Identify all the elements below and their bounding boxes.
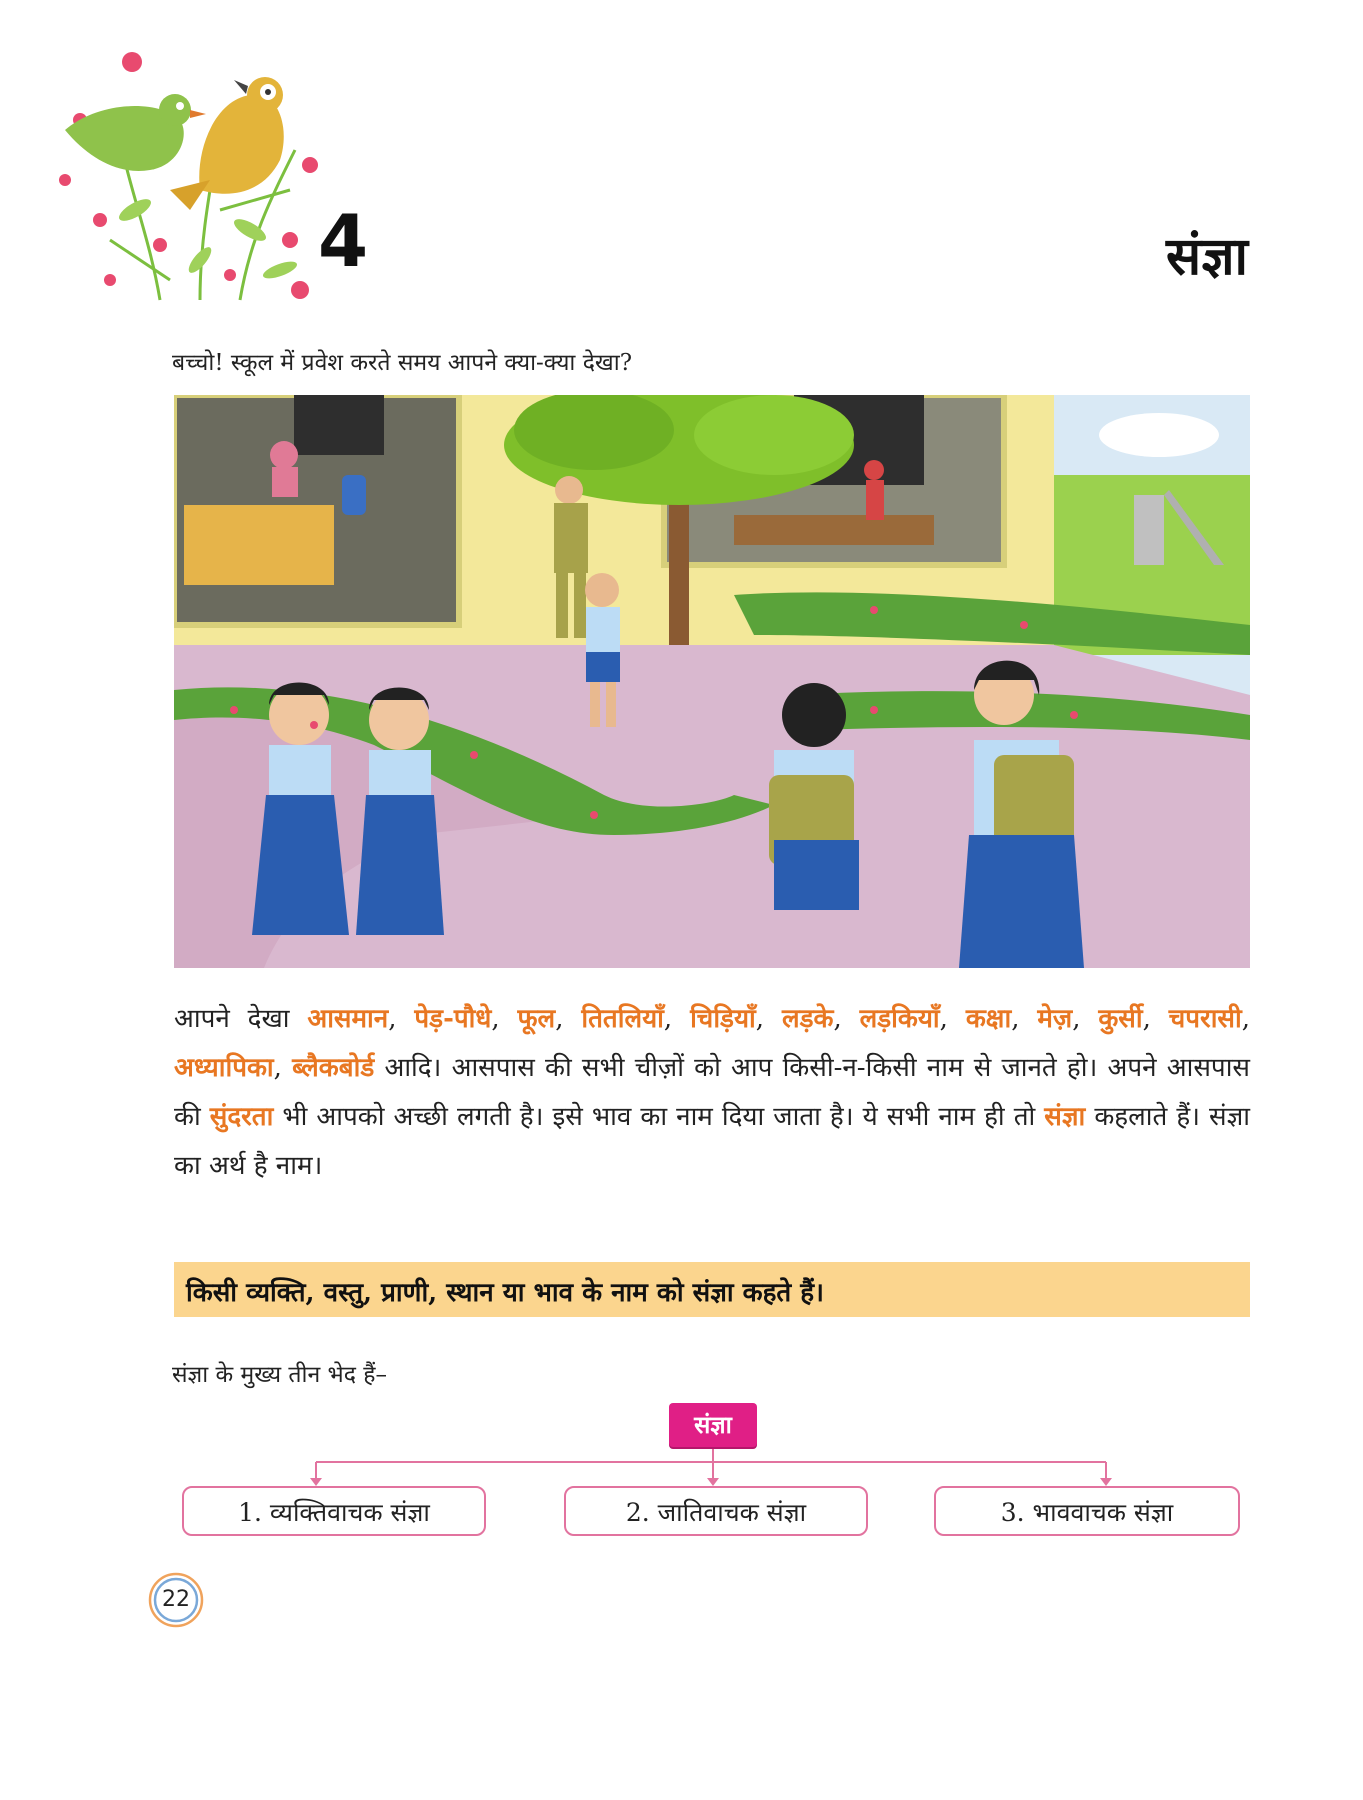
school-scene-illustration xyxy=(174,395,1250,968)
highlight-beauty: सुंदरता xyxy=(209,1102,274,1132)
types-heading: संज्ञा के मुख्य तीन भेद हैं– xyxy=(172,1362,387,1388)
paragraph-text: आदि। आसपास की सभी चीज़ों को आप किसी-न-किसी नाम से जानते हो। अपने आसपास की xyxy=(174,1053,1250,1132)
highlight-word: फूल xyxy=(517,1004,556,1034)
bird-flower-ornament xyxy=(50,40,350,310)
highlight-noun: संज्ञा xyxy=(1044,1102,1086,1132)
highlight-word: कक्षा xyxy=(965,1004,1012,1034)
definition-text: किसी व्यक्ति, वस्तु, प्राणी, स्थान या भाव के नाम को संज्ञा कहते हैं। xyxy=(186,1278,824,1308)
highlight-word: ब्लैकबोर्ड xyxy=(292,1053,375,1083)
tree-root-node: संज्ञा xyxy=(669,1403,757,1447)
chapter-number: 4 xyxy=(318,199,369,283)
highlight-word: अध्यापिका xyxy=(174,1053,274,1083)
highlight-word: कुर्सी xyxy=(1098,1004,1143,1034)
highlight-word: पेड़-पौधे xyxy=(414,1004,492,1034)
paragraph-text: कहलाते हैं। संज्ञा का अर्थ है नाम। xyxy=(174,1102,1250,1181)
highlight-word: आसमान xyxy=(307,1004,389,1034)
highlight-word: लड़कियाँ xyxy=(859,1004,940,1034)
chapter-title: संज्ञा xyxy=(1166,226,1248,287)
paragraph-lead: आपने देखा xyxy=(174,1004,308,1034)
tree-node-abstract-noun: 3. भाववाचक संज्ञा xyxy=(934,1486,1240,1536)
highlight-word: मेज़ xyxy=(1037,1004,1073,1034)
highlight-word: लड़के xyxy=(781,1004,834,1034)
tree-node-common-noun: 2. जातिवाचक संज्ञा xyxy=(564,1486,868,1536)
paragraph-text: भी आपको अच्छी लगती है। इसे भाव का नाम दिया जाता है। ये सभी नाम ही तो xyxy=(273,1102,1045,1132)
intro-question: बच्चो! स्कूल में प्रवेश करते समय आपने क्या-क्या देखा? xyxy=(172,350,633,376)
page-number: 22 xyxy=(162,1587,190,1612)
explanation-paragraph: आपने देखा आसमान, पेड़-पौधे, फूल, तितलियाँ, चिड़ियाँ, लड़के, लड़कियाँ, कक्षा, मेज़, कुर्सी, चपरासी, अध्यापिका, ब्लैकबोर्ड आदि। आसपास की सभी चीज़ों को आप किसी-न-किसी नाम से जानते हो। अपने आसपास की सुंदरता भी आपको अच्छी लगती है। इसे भाव का नाम दिया जाता है। ये सभी नाम ही तो संज्ञा कहलाते हैं। संज्ञा का अर्थ है नाम। xyxy=(174,1004,1251,1181)
highlight-word: चिड़ियाँ xyxy=(690,1004,756,1034)
highlight-word: तितलियाँ xyxy=(581,1004,664,1034)
tree-node-proper-noun: 1. व्यक्तिवाचक संज्ञा xyxy=(182,1486,486,1536)
highlight-word: चपरासी xyxy=(1168,1004,1242,1034)
